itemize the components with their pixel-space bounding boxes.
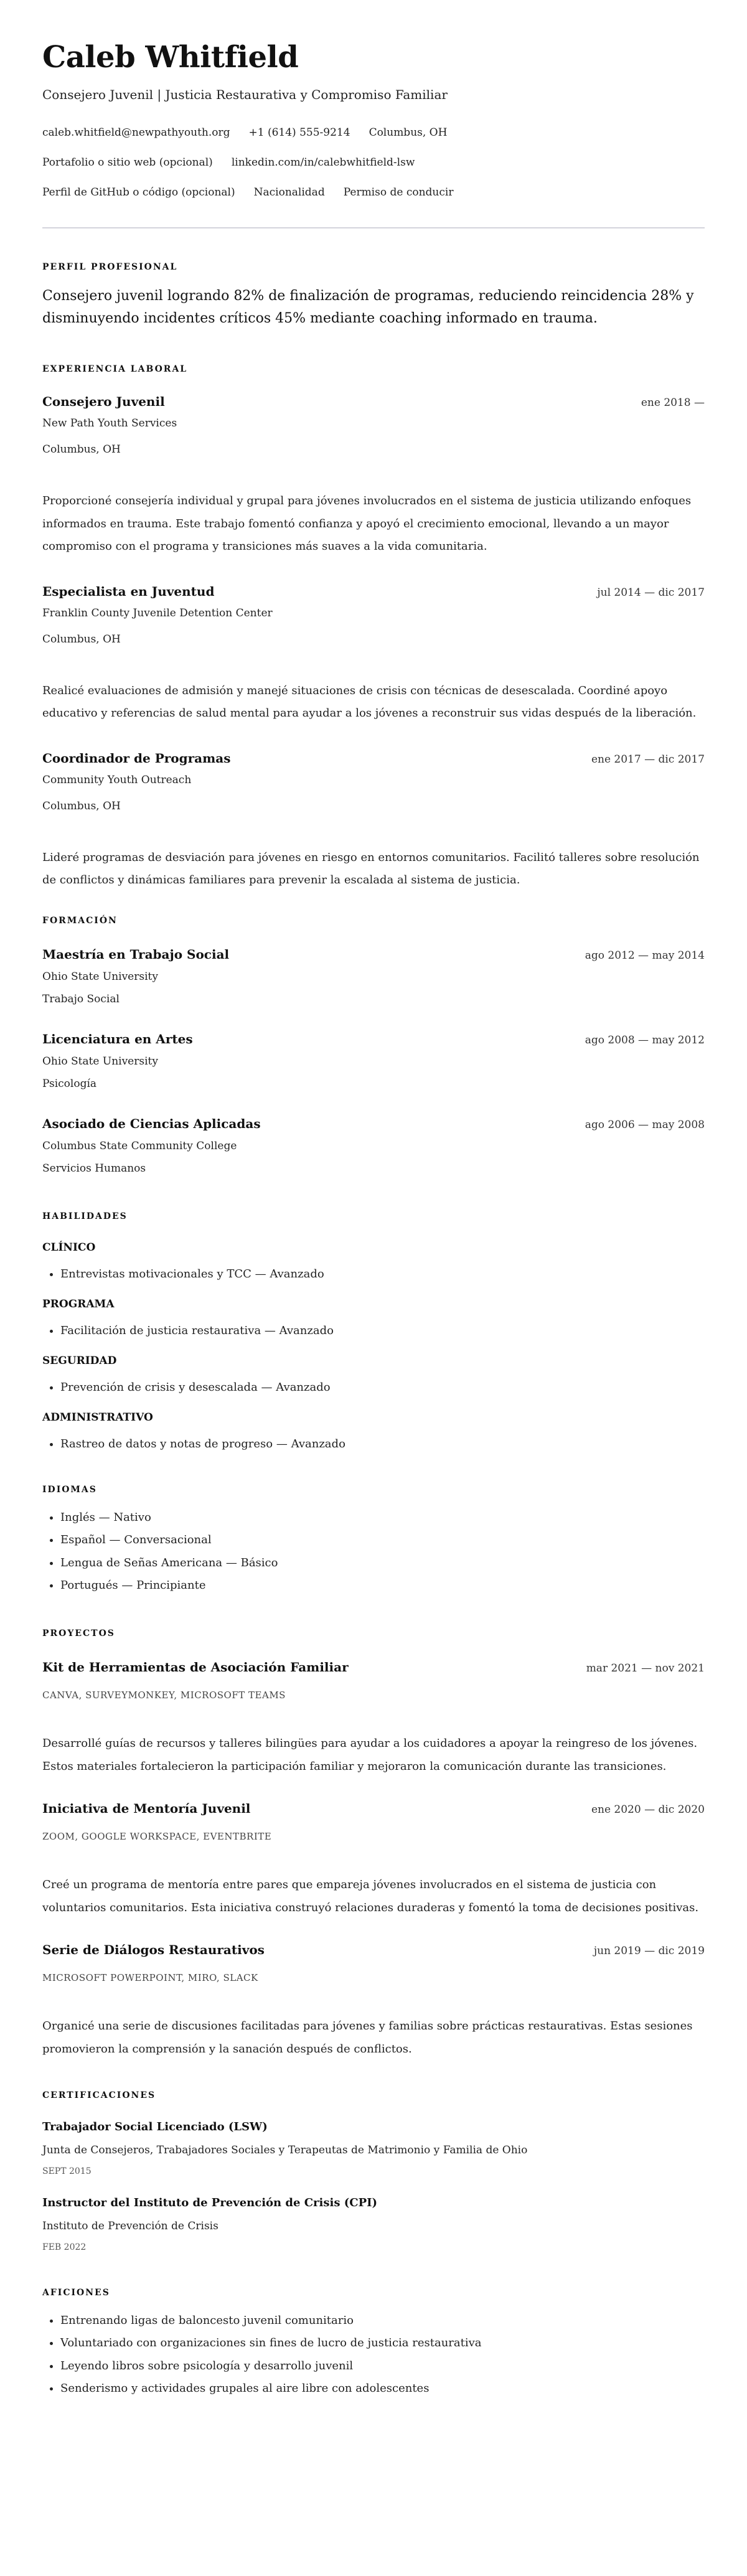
skills-section [42,1210,705,1452]
languages-list [42,1507,705,1597]
hobby-item: • Senderismo y actividades grupales al aire libre con adolescentes [60,2377,705,2400]
job-title: Consejero Juvenil [42,394,165,409]
degree: Asociado de Ciencias Aplicadas [42,1116,261,1131]
skill-group [42,1240,705,1282]
company: Community Youth Outreach [42,773,192,786]
skill-category: ADMINISTRATIVO [42,1411,153,1424]
company: Franklin County Juvenile Detention Center [42,606,273,619]
education-entry [42,1030,705,1091]
project-tech: MICROSOFT POWERPOINT, MIRO, SLACK [42,1972,258,1983]
hobby-item: • Leyendo libros sobre psicología y desarrollo juvenil [60,2355,705,2378]
projects-section [42,1627,705,2061]
skill-item: • Facilitación de justicia restaurativa — Avanzado [60,1323,705,1338]
education-entry [42,946,705,1007]
candidate-name: Caleb Whitfield [42,40,299,75]
header-divider [42,227,705,228]
job-description: Realicé evaluaciones de admisión y manejé situaciones de crisis con técnicas de desescalada. Coordiné apoyo educativo y referencias de salud mental para ayudar a los jóvenes a reconstruir sus vidas después de la liberación. [42,684,697,720]
certification-date: SEPT 2015 [42,2166,92,2176]
skill-category: SEGURIDAD [42,1354,117,1367]
job-dates: ene 2018 — [641,397,705,409]
certification-name: Trabajador Social Licenciado (LSW) [42,2120,268,2133]
education-entry [42,1115,705,1176]
project-description: Desarrollé guías de recursos y talleres bilingües para ayudar a los cuidadores a apoyar la reingreso de los jóvenes. Estos materiales fortalecieron la participación familiar y mejoraron la comunicación durante las transiciones. [42,1736,698,1773]
section-heading: AFICIONES [42,2287,110,2298]
portfolio-link[interactable]: Portafolio o sitio web (opcional) [42,156,213,169]
skill-item: • Prevención de crisis y desescalada — Avanzado [60,1380,705,1395]
section-heading: PROYECTOS [42,1628,115,1638]
experience-entry [42,750,705,892]
section-heading: CERTIFICACIONES [42,2090,156,2100]
job-title: Coordinador de Programas [42,750,231,766]
skill-group [42,1353,705,1395]
project-title: Iniciativa de Mentoría Juvenil [42,1800,251,1816]
education-dates: ago 2008 — may 2012 [585,1033,705,1046]
education-section [42,914,705,1176]
field-of-study: Trabajo Social [42,992,120,1005]
email-link[interactable]: caleb.whitfield@newpathyouth.org [42,126,230,139]
section-heading: PERFIL PROFESIONAL [42,262,178,272]
experience-section [42,363,705,892]
project-tech: CANVA, SURVEYMONKEY, MICROSOFT TEAMS [42,1689,286,1701]
summary-section [42,261,705,330]
experience-entry [42,393,705,558]
languages-section [42,1483,705,1597]
github-link[interactable]: Perfil de GitHub o código (opcional) [42,186,235,199]
resume-header [42,40,705,200]
section-heading: EXPERIENCIA LABORAL [42,364,188,374]
education-dates: ago 2012 — may 2014 [585,949,705,962]
hobbies-section [42,2287,705,2400]
project-title: Serie de Diálogos Restaurativos [42,1942,265,1957]
job-description: Lideré programas de desviación para jóvenes en riesgo en entornos comunitarios. Facilitó talleres sobre resolución de conflictos y dinámicas familiares para prevenir la escalada al sistema de justicia. [42,850,700,886]
project-dates: ene 2020 — dic 2020 [591,1803,705,1816]
project-entry [42,1941,705,2061]
certification-name: Instructor del Instituto de Prevención de Crisis (CPI) [42,2196,378,2209]
skill-category: PROGRAMA [42,1297,115,1310]
job-dates: jul 2014 — dic 2017 [597,586,705,599]
field-of-study: Servicios Humanos [42,1162,146,1175]
project-description: Creé un programa de mentoría entre pares que empareja jóvenes involucrados en el sistema de justicia con voluntarios comunitarios. Esta iniciativa construyó relaciones duraderas y fomentó la toma de decisiones positivas. [42,1878,699,1914]
hobby-item: • Entrenando ligas de baloncesto juvenil comunitario [60,2310,705,2333]
job-description: Proporcioné consejería individual y grupal para jóvenes involucrados en el sistema de justicia utilizando enfoques informados en trauma. Este trabajo fomentó confianza y apoyó el crecimiento emocional, llevando a un mayor compromiso con el programa y transiciones más suaves a la vida comunitaria. [42,494,692,553]
job-location: Columbus, OH [42,443,121,456]
linkedin-link[interactable]: linkedin.com/in/calebwhitfield-lsw [231,156,415,169]
job-dates: ene 2017 — dic 2017 [591,753,705,766]
phone: +1 (614) 555-9214 [248,126,350,139]
contact-row [42,155,705,170]
experience-entry [42,583,705,725]
location: Columbus, OH [369,126,448,139]
driving-license: Permiso de conducir [343,186,454,199]
certification-date: FEB 2022 [42,2242,87,2252]
degree: Maestría en Trabajo Social [42,946,230,962]
school: Ohio State University [42,1055,158,1068]
hobby-item: • Voluntariado con organizaciones sin fines de lucro de justicia restaurativa [60,2332,705,2355]
headline: Consejero Juvenil | Justicia Restaurativa y Compromiso Familiar [42,87,448,102]
language-item: • Lengua de Señas Americana — Básico [60,1552,705,1575]
project-entry [42,1658,705,1778]
project-title: Kit de Herramientas de Asociación Familiar [42,1659,349,1675]
job-location: Columbus, OH [42,799,121,812]
job-location: Columbus, OH [42,632,121,646]
contact-row [42,185,705,200]
project-description: Organicé una serie de discusiones facilitadas para jóvenes y familias sobre prácticas restaurativas. Estas sesiones promovieron la comprensión y la sanación después de conflictos. [42,2019,693,2056]
job-title: Especialista en Juventud [42,583,215,599]
certifications-section [42,2089,705,2254]
language-item: • Español — Conversacional [60,1529,705,1552]
certification-issuer: Junta de Consejeros, Trabajadores Sociales y Terapeutas de Matrimonio y Familia de Ohio [42,2143,528,2156]
contact-row [42,125,705,140]
education-dates: ago 2006 — may 2008 [585,1118,705,1131]
school: Ohio State University [42,970,158,983]
certification-entry [42,2119,705,2178]
skill-category: CLÍNICO [42,1241,96,1254]
section-heading: HABILIDADES [42,1211,128,1221]
nationality: Nacionalidad [253,186,325,199]
company: New Path Youth Services [42,417,177,430]
school: Columbus State Community College [42,1139,237,1152]
section-heading: FORMACIÓN [42,915,118,926]
project-entry [42,1800,705,1919]
project-dates: mar 2021 — nov 2021 [586,1662,705,1675]
skill-item: • Rastreo de datos y notas de progreso — Avanzado [60,1437,705,1452]
summary-text: Consejero juvenil logrando 82% de finalización de programas, reduciendo reincidencia 28% y disminuyendo incidentes críticos 45% mediante coaching informado en trauma. [42,288,694,326]
skill-group [42,1297,705,1338]
language-item: • Inglés — Nativo [60,1507,705,1530]
certification-issuer: Instituto de Prevención de Crisis [42,2219,218,2232]
project-tech: ZOOM, GOOGLE WORKSPACE, EVENTBRITE [42,1830,272,1842]
section-heading: IDIOMAS [42,1484,97,1495]
language-item: • Portugués — Principiante [60,1574,705,1597]
field-of-study: Psicología [42,1077,97,1090]
degree: Licenciatura en Artes [42,1031,193,1046]
project-dates: jun 2019 — dic 2019 [593,1944,705,1957]
skill-group [42,1410,705,1452]
certification-entry [42,2195,705,2254]
hobbies-list [42,2310,705,2400]
skill-item: • Entrevistas motivacionales y TCC — Avanzado [60,1267,705,1282]
